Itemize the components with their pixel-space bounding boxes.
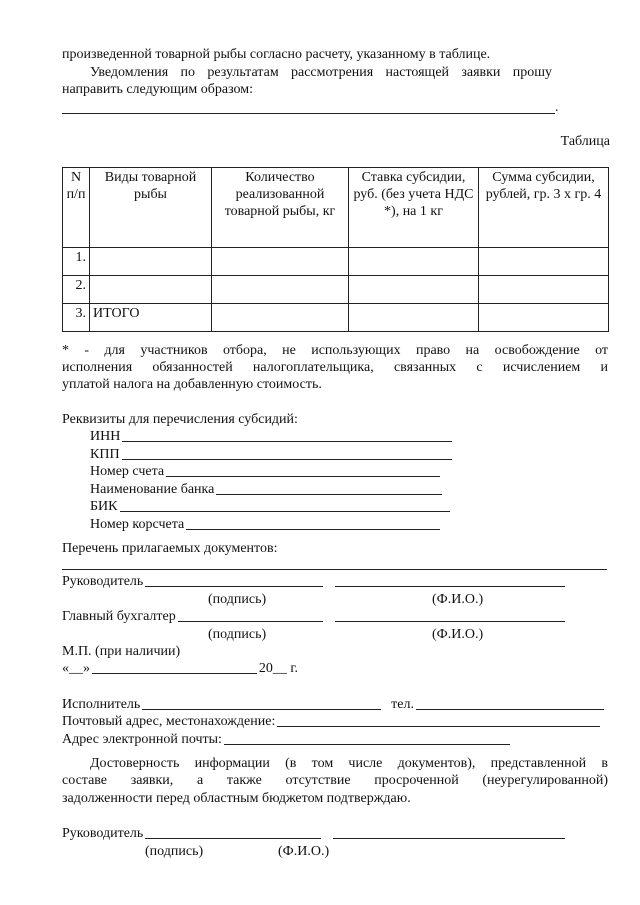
signature-caption: (подпись) (208, 627, 267, 642)
header-number: N п/п (63, 168, 90, 248)
cell-rate[interactable] (349, 304, 479, 332)
stamp-label: М.П. (при наличии) (62, 644, 181, 659)
row-number: 3. (63, 304, 90, 332)
kpp-label: КПП (90, 447, 120, 462)
date-day: «__» (62, 661, 90, 676)
email-row[interactable] (62, 731, 512, 748)
postal-label: Почтовый адрес, местонахождение: (62, 714, 276, 729)
confirmation-line-3: задолженности перед областным бюджетом подтверждаю. (62, 791, 411, 806)
notification-end-mark: . (555, 100, 559, 115)
requisite-bik[interactable] (90, 498, 452, 515)
bik-label: БИК (90, 499, 118, 514)
notification-method-line[interactable] (62, 113, 555, 114)
corr-account-label: Номер корсчета (90, 517, 185, 532)
signature-caption: (подпись) (208, 592, 267, 607)
account-label: Номер счета (90, 464, 165, 479)
executor-row[interactable] (62, 696, 606, 713)
cell-quantity[interactable] (212, 248, 349, 276)
requisite-bank[interactable] (90, 481, 444, 498)
row-number: 2. (63, 276, 90, 304)
table-row (63, 304, 609, 332)
requisites-title: Реквизиты для перечисления субсидий: (62, 412, 298, 427)
footnote-line-1: * - для участников отбора, не использующих право на освобождение от (62, 343, 608, 358)
name-caption: (Ф.И.О.) (432, 627, 484, 642)
cell-fish-type[interactable] (90, 276, 212, 304)
final-name-caption: (Ф.И.О.) (278, 844, 330, 859)
table-row (63, 276, 609, 304)
cell-sum[interactable] (479, 304, 609, 332)
table-row (63, 248, 609, 276)
row-number: 1. (63, 248, 90, 276)
requisite-inn[interactable] (90, 428, 454, 445)
intro-line-3: направить следующим образом: (62, 82, 254, 97)
header-quantity: Количество реализованной товарной рыбы, кг (212, 168, 349, 248)
documents-line[interactable] (62, 569, 607, 570)
footnote-line-3: уплатой налога на добавленную стоимость. (62, 377, 322, 392)
cell-rate[interactable] (349, 248, 479, 276)
requisite-corr-account[interactable] (90, 516, 442, 533)
final-signature-row[interactable] (62, 825, 567, 842)
table-caption: Таблица (560, 134, 610, 149)
confirmation-line-2: составе заявки, а также отсутствие просроченной (неурегулированной) (62, 773, 608, 788)
cell-sum[interactable] (479, 248, 609, 276)
name-caption: (Ф.И.О.) (432, 592, 484, 607)
cell-quantity[interactable] (212, 304, 349, 332)
subsidy-table (62, 167, 609, 332)
accountant-signature-row[interactable] (62, 608, 567, 625)
header-rate: Ставка субсидии, руб. (без учета НДС *), на 1 кг (349, 168, 479, 248)
executor-label: Исполнитель (62, 697, 141, 712)
documents-title: Перечень прилагаемых документов: (62, 541, 278, 556)
intro-line-2: Уведомления по результатам рассмотрения настоящей заявки прошу (90, 65, 552, 80)
cell-fish-type: ИТОГО (90, 304, 212, 332)
accountant-label: Главный бухгалтер (62, 609, 176, 624)
header-sum: Сумма субсидии, рублей, гр. 3 x гр. 4 (479, 168, 609, 248)
cell-fish-type[interactable] (90, 248, 212, 276)
inn-label: ИНН (90, 429, 121, 444)
date-year: 20__ г. (258, 661, 298, 676)
date-row[interactable] (62, 660, 298, 677)
head-signature-row[interactable] (62, 573, 567, 590)
final-signature-caption: (подпись) (145, 844, 204, 859)
head-label: Руководитель (62, 574, 144, 589)
footnote-line-2: исполнения обязанностей налогоплательщика, связанных с исчислением и (62, 360, 608, 375)
confirmation-line-1: Достоверность информации (в том числе документов), представленной в (90, 756, 608, 771)
header-fish-type: Виды товарной рыбы (90, 168, 212, 248)
intro-line-1: произведенной товарной рыбы согласно расчету, указанному в таблице. (62, 47, 491, 62)
bank-label: Наименование банка (90, 482, 215, 497)
email-label: Адрес электронной почты: (62, 732, 222, 747)
requisite-kpp[interactable] (90, 446, 454, 463)
postal-row[interactable] (62, 713, 602, 730)
cell-rate[interactable] (349, 276, 479, 304)
final-head-label: Руководитель (62, 826, 144, 841)
phone-label: тел. (391, 697, 414, 712)
requisite-account[interactable] (90, 463, 442, 480)
cell-sum[interactable] (479, 276, 609, 304)
cell-quantity[interactable] (212, 276, 349, 304)
